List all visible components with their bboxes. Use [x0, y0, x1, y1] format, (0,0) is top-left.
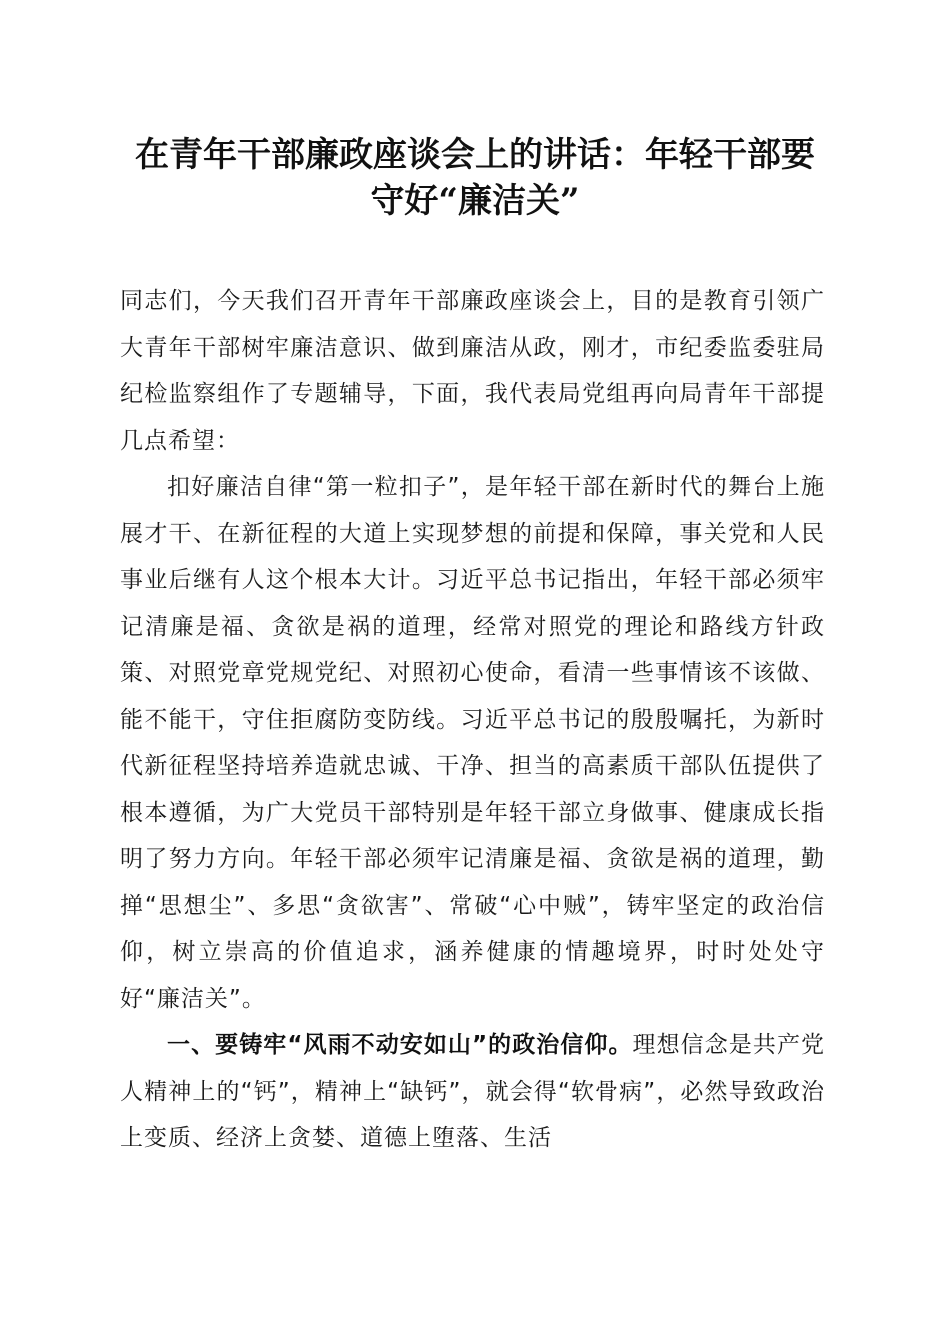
section-heading: 一、要铸牢“风雨不动安如山”的政治信仰。 [167, 1032, 633, 1058]
body-paragraph: 扣好廉洁自律“第一粒扣子”，是年轻干部在新时代的舞台上施展才干、在新征程的大道上实现梦想的前提和保障，事关党和人民事业后继有人这个根本大计。习近平总书记指出，年轻干部必须牢记清廉是福、贪欲是祸的道理，经常对照党的理论和路线方针政策、对照党章党规党纪、对照初心使命，看清一些事情该不该做、能不能干，守住拒腐防变防线。习近平总书记的殷殷嘱托，为新时代新征程坚持培养造就忠诚、干净、担当的高素质干部队伍提供了根本遵循，为广大党员干部特别是年轻干部立身做事、健康成长指明了努力方向。年轻干部必须牢记清廉是福、贪欲是祸的道理，勤掸“思想尘”、多思“贪欲害”、常破“心中贼”，铸牢坚定的政治信仰，树立崇高的价值追求，涵养健康的情趣境界，时时处处守好“廉洁关”。 [120, 474, 825, 1012]
title-line-1: 在青年干部廉政座谈会上的讲话：年轻干部要 [135, 135, 815, 175]
section-text: 理想信念是共产党人精神上的“钙”，精神上“缺钙”，就会得“软骨病”，必然导致政治上变质、经济上贪婪、道德上堕落、生活 [120, 1032, 826, 1151]
section-paragraph [120, 1022, 825, 1162]
document-body [120, 278, 825, 1162]
document-title [110, 132, 840, 224]
title-line-2: 守好“廉洁关” [370, 181, 580, 221]
opening-paragraph: 同志们，今天我们召开青年干部廉政座谈会上，目的是教育引领广大青年干部树牢廉洁意识、做到廉洁从政，刚才，市纪委监委驻局纪检监察组作了专题辅导，下面，我代表局党组再向局青年干部提几点希望： [120, 288, 825, 454]
